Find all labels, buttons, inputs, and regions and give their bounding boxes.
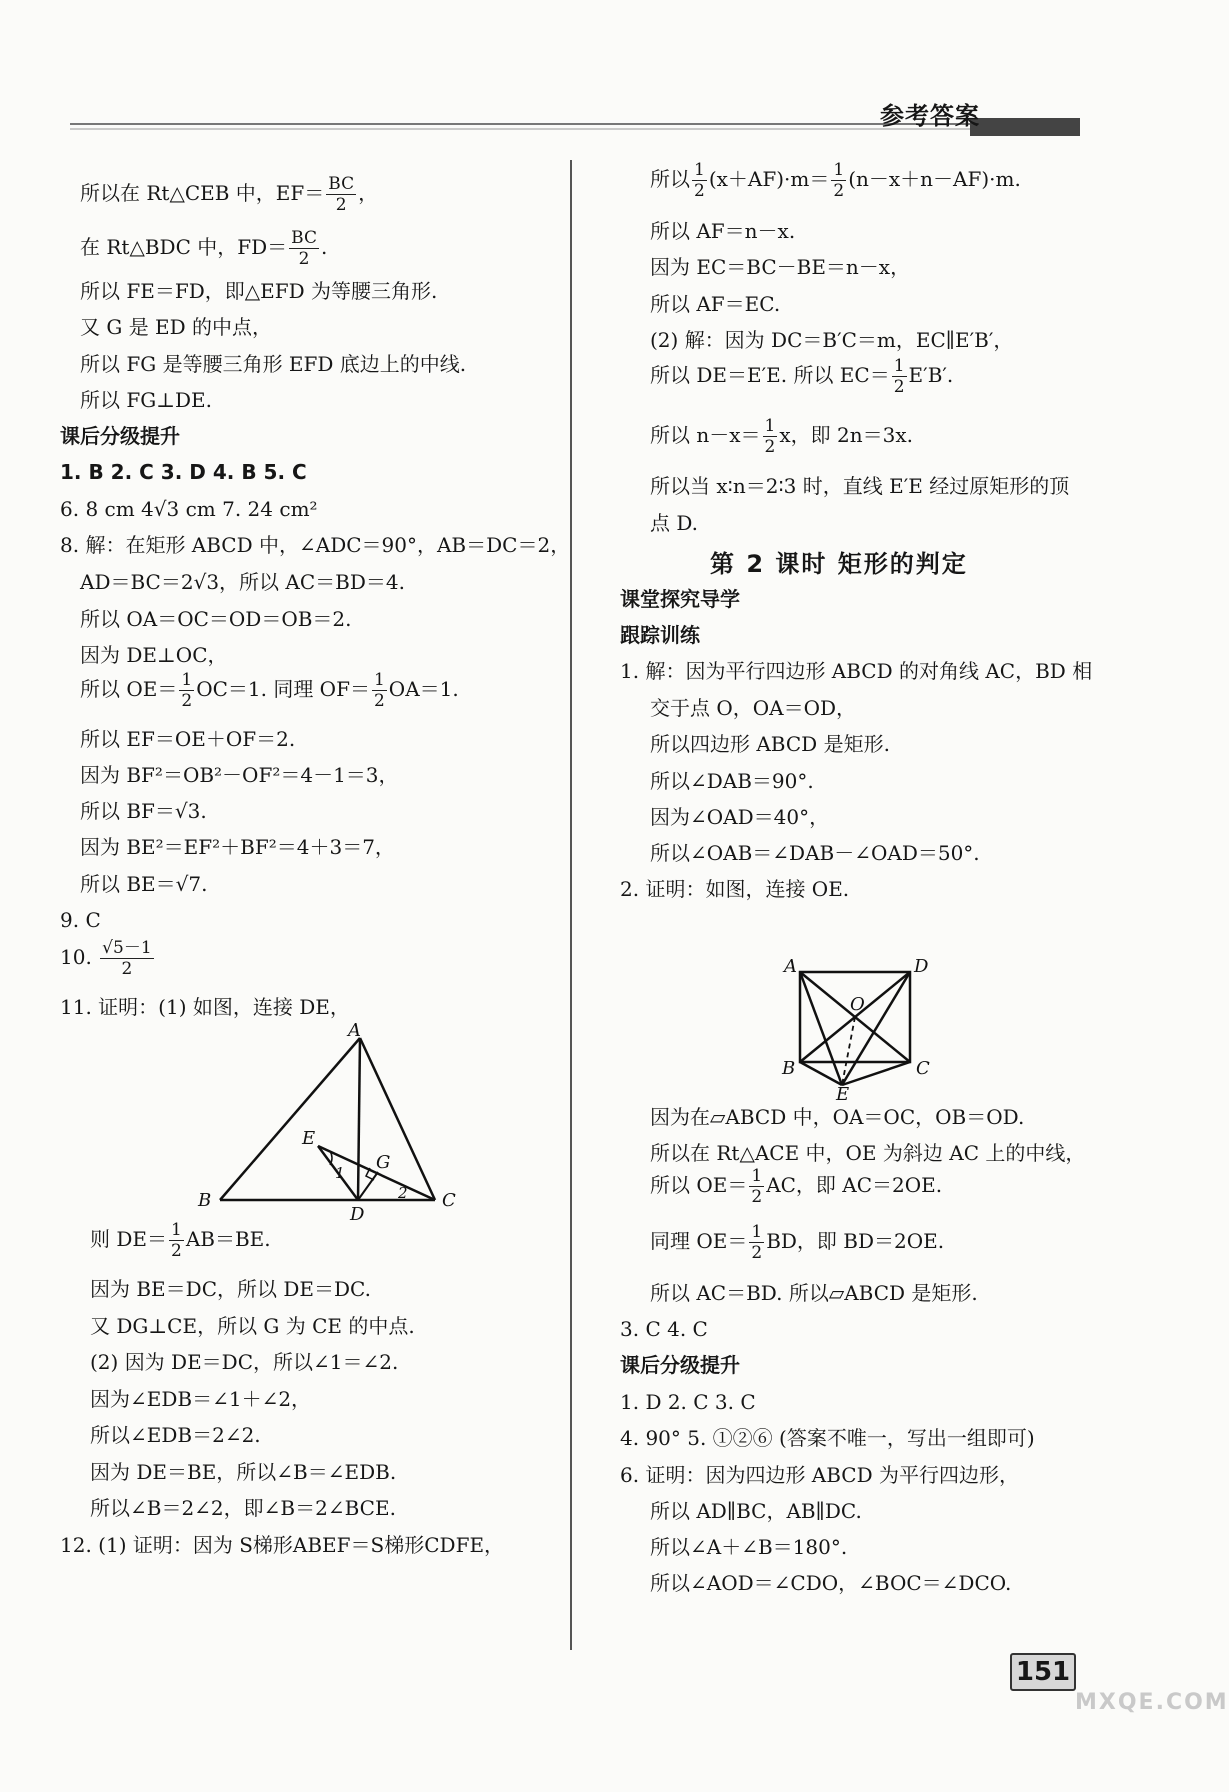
text-line: 所以 AD∥BC，AB∥DC.	[650, 1499, 862, 1523]
fraction: $\frac{1}{2}$	[373, 670, 385, 711]
text-line: 所以四边形 ABCD 是矩形.	[650, 732, 890, 756]
text-line: 在 Rt△BDC 中，FD＝ $\frac{BC}{2}$ .	[80, 228, 328, 269]
text-line: 因为在▱ABCD 中，OA＝OC，OB＝OD.	[650, 1105, 1025, 1129]
text-line: 所以 EF＝OE＋OF＝2.	[80, 727, 296, 751]
fraction: $\frac{1}{2}$	[694, 160, 705, 201]
fraction: $\frac{BC}{2}$	[291, 228, 317, 269]
text-line: 所以 OE＝ $\frac{1}{2}$ AC，即 AC＝2OE.	[650, 1166, 943, 1207]
text-line: 则 DE＝ $\frac{1}{2}$ AB＝BE.	[90, 1220, 271, 1261]
answer-line: 6. 8 cm 4√3 cm 7. 24 cm²	[60, 497, 318, 521]
section-heading: 跟踪训练	[620, 623, 700, 647]
fraction: $\frac{1}{2}$	[171, 1220, 182, 1261]
label-D: D	[914, 956, 929, 977]
answer-line: 9. C	[60, 908, 101, 932]
text-line: 交于点 O，OA＝OD，	[650, 696, 857, 720]
lesson-title: 第 2 课时 矩形的判定	[710, 550, 968, 578]
label-G: G	[376, 1152, 391, 1173]
text-line: 所以∠A＋∠B＝180°.	[650, 1535, 848, 1559]
fraction: $\frac{1}{2}$	[764, 416, 776, 457]
text-line: 所以 BE＝√7.	[80, 872, 208, 896]
text-line: (2) 解：因为 DC＝B′C＝m，EC∥E′B′，	[650, 328, 1014, 352]
answer-line: 1. B 2. C 3. D 4. B 5. C	[60, 460, 307, 484]
text-line: 因为 DE＝BE，所以∠B＝∠EDB.	[90, 1460, 397, 1484]
text-line: (2) 因为 DE＝DC，所以∠1＝∠2.	[90, 1350, 399, 1374]
text-line: 所以∠B＝2∠2，即∠B＝2∠BCE.	[90, 1496, 396, 1520]
text-line: 所以∠EDB＝2∠2.	[90, 1423, 261, 1447]
text-line: 1. 解：因为平行四边形 ABCD 的对角线 AC，BD 相	[620, 659, 1093, 683]
text-line: 所以 FG⊥DE.	[80, 388, 213, 412]
answer-line: 1. D 2. C 3. C	[620, 1390, 756, 1414]
text-line: 因为 BE²＝EF²＋BF²＝4＋3＝7，	[80, 835, 395, 859]
text-line: 2. 证明：如图，连接 OE.	[620, 877, 850, 901]
answer-line: 3. C 4. C	[620, 1317, 708, 1341]
text-line: 因为 BF²＝OB²－OF²＝4－1＝3，	[80, 763, 399, 787]
text-line: 所以 AF＝EC.	[650, 292, 781, 316]
text-line: 因为∠EDB＝∠1＋∠2，	[90, 1387, 312, 1411]
text-line: 所以 AC＝BD. 所以▱ABCD 是矩形.	[650, 1281, 978, 1305]
text-line: 所以∠OAB＝∠DAB－∠OAD＝50°.	[650, 841, 980, 865]
label-D: D	[350, 1204, 365, 1225]
answer-line: 10. $\frac{√5-1}{2}$	[60, 938, 152, 979]
text-line: 因为 DE⊥OC，	[80, 643, 228, 667]
text-line: 所以 OE＝ $\frac{1}{2}$ OC＝1. 同理 OF＝ $\frac{1}{2}$ OA＝1.	[80, 670, 459, 711]
answer-line: 4. 90° 5. ①②⑥ (答案不唯一，写出一组即可)	[620, 1426, 1035, 1450]
text-line: 12. (1) 证明：因为 S梯形ABEF＝S梯形CDFE，	[60, 1533, 505, 1557]
label-A: A	[784, 956, 797, 977]
label-angle-1: 1	[335, 1164, 345, 1182]
label-C: C	[916, 1058, 930, 1079]
text-line: 所以∠AOD＝∠CDO，∠BOC＝∠DCO.	[650, 1571, 1012, 1595]
text-line: 因为∠OAD＝40°，	[650, 805, 830, 829]
text-line: 所以当 x∶n＝2∶3 时，直线 E′E 经过原矩形的顶	[650, 474, 1070, 498]
column-divider	[570, 160, 572, 1650]
text-line: 又 DG⊥CE，所以 G 为 CE 的中点.	[90, 1314, 415, 1338]
section-heading: 课后分级提升	[620, 1353, 740, 1377]
label-E: E	[836, 1084, 850, 1105]
text-line: 点 D.	[650, 511, 699, 535]
text-line: 11. 证明：(1) 如图，连接 DE，	[60, 995, 350, 1019]
text-line: 所以 FG 是等腰三角形 EFD 底边上的中线.	[80, 352, 467, 376]
text-line: 又 G 是 ED 的中点，	[80, 315, 273, 339]
fraction: $\frac{1}{2}$	[751, 1222, 763, 1263]
fraction: $\frac{1}{2}$	[893, 356, 905, 397]
text-line: 所以在 Rt△ACE 中，OE 为斜边 AC 上的中线，	[650, 1141, 1086, 1165]
label-B: B	[782, 1058, 796, 1079]
text-line: 所以 BF＝√3.	[80, 799, 207, 823]
text-line: 所以 n－x＝ $\frac{1}{2}$ x，即 2n＝3x.	[650, 416, 913, 457]
text-line: AD＝BC＝2√3，所以 AC＝BD＝4.	[80, 570, 405, 594]
label-C: C	[442, 1190, 456, 1211]
text-line: 所以在 Rt△CEB 中，EF＝ $\frac{BC}{2}$ ，	[80, 174, 379, 215]
triangle-figure	[190, 1020, 510, 1225]
text-line: 所以 AF＝n－x.	[650, 219, 796, 243]
section-heading: 课后分级提升	[60, 424, 180, 448]
fraction: $\frac{BC}{2}$	[328, 174, 355, 215]
page-number: 151	[1010, 1653, 1076, 1691]
text-line: 因为 EC＝BC－BE＝n－x，	[650, 255, 911, 279]
text-line: 6. 证明：因为四边形 ABCD 为平行四边形，	[620, 1463, 1020, 1487]
watermark: MXQE.COM	[1075, 1690, 1229, 1715]
text-line: 同理 OE＝ $\frac{1}{2}$ BD，即 BD＝2OE.	[650, 1222, 945, 1263]
text-line: 所以 OA＝OC＝OD＝OB＝2.	[80, 607, 352, 631]
fraction: $\frac{1}{2}$	[751, 1166, 763, 1207]
text-line: 所以 DE＝E′E. 所以 EC＝ $\frac{1}{2}$ E′B′.	[650, 356, 954, 397]
fraction: $\frac{1}{2}$	[833, 160, 845, 201]
label-angle-2: 2	[398, 1184, 408, 1202]
header-title: 参考答案	[880, 102, 980, 130]
fraction: $\frac{1}{2}$	[181, 670, 193, 711]
text-line: 所以 $\frac{1}{2}$ (x＋AF)·m＝ $\frac{1}{2}$ (n－x＋n－AF)·m.	[650, 160, 1021, 201]
section-heading: 课堂探究导学	[620, 587, 740, 611]
text-line: 所以 FE＝FD，即△EFD 为等腰三角形.	[80, 279, 438, 303]
label-B: B	[198, 1190, 212, 1211]
label-E: E	[302, 1128, 316, 1149]
label-O: O	[850, 994, 865, 1015]
fraction: $\frac{√5-1}{2}$	[102, 938, 152, 979]
rectangle-figure	[780, 956, 940, 1105]
text-line: 所以∠DAB＝90°.	[650, 769, 814, 793]
text-line: 因为 BE＝DC，所以 DE＝DC.	[90, 1277, 371, 1301]
label-A: A	[348, 1020, 361, 1041]
text-line: 8. 解：在矩形 ABCD 中，∠ADC＝90°，AB＝DC＝2，	[60, 533, 571, 557]
